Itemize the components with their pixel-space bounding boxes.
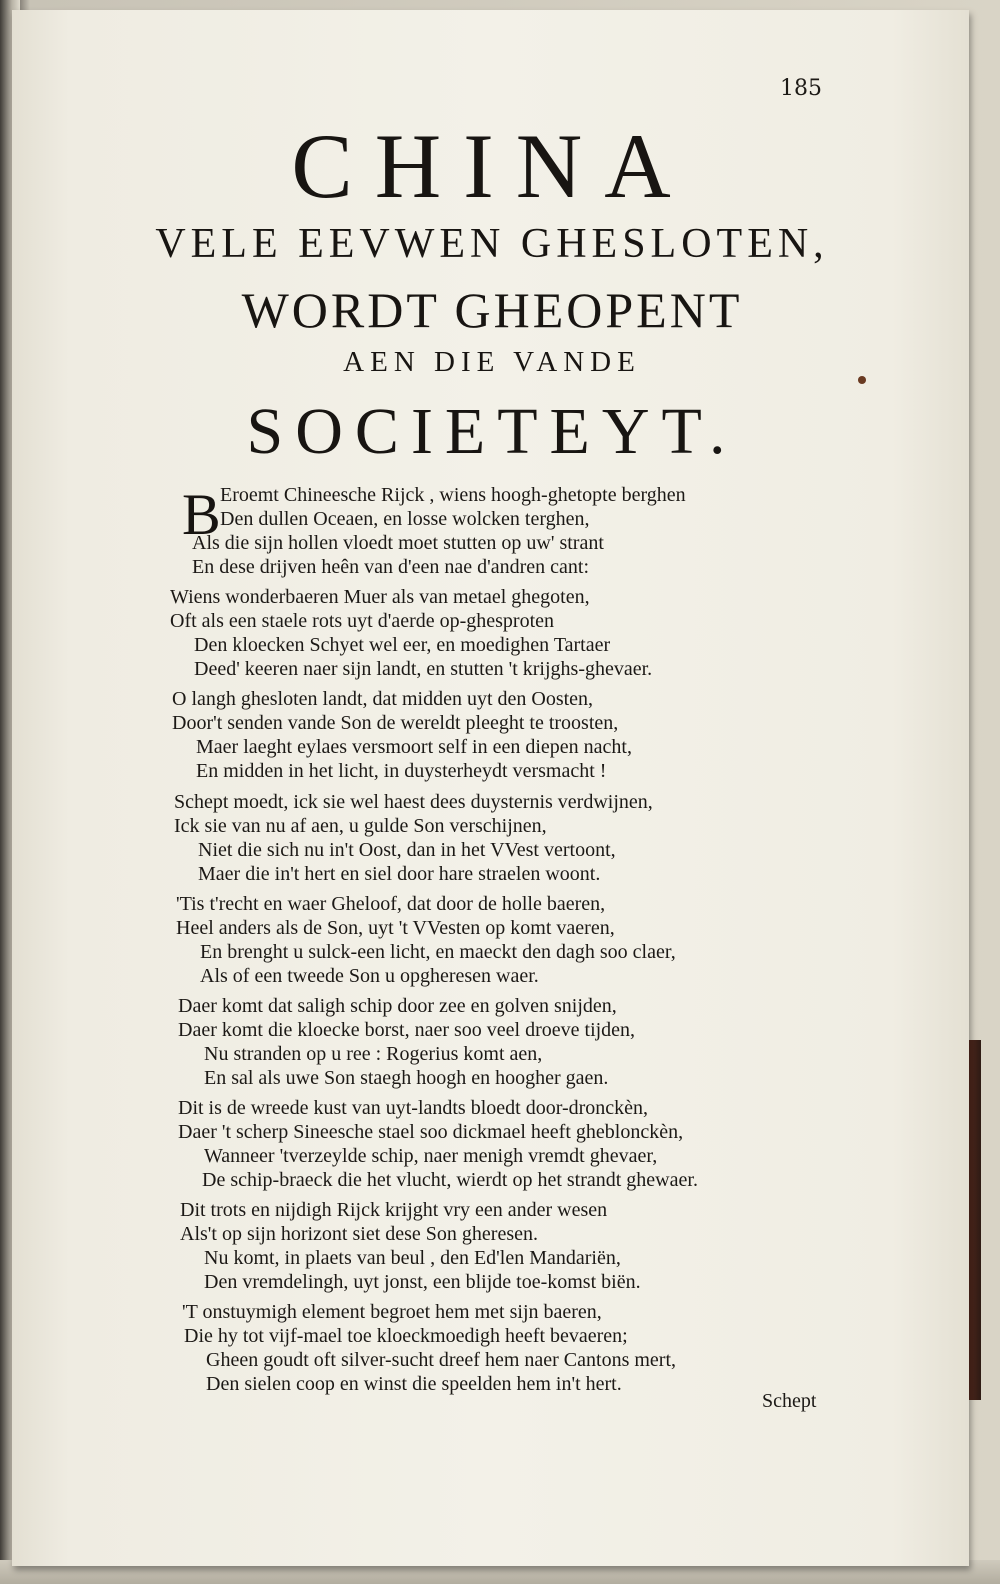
poem-line: 'Tis t'recht en waer Gheloof, dat door de holle baeren, [176,893,606,915]
poem-line: Nu stranden op u ree : Rogerius komt aen, [204,1043,543,1065]
poem-line: Den dullen Oceaen, en losse wolcken terghen, [220,508,590,530]
poem-line: Maer laeght eylaes versmoort self in een diepen nacht, [196,736,632,758]
poem-line: Dit trots en nijdigh Rijck krijght vry een ander wesen [180,1199,608,1221]
poem-line: Ick sie van nu af aen, u gulde Son verschijnen, [174,815,547,837]
drop-capital: B [182,482,221,547]
poem-line: Dit is de wreede kust van uyt-landts bloedt door-dronckèn, [178,1097,649,1119]
title-china: CHINA [291,115,693,217]
poem-line: En midden in het licht, in duysterheydt versmacht ! [196,760,607,782]
poem-line: Den kloecken Schyet wel eer, en moedighen Tartaer [194,634,611,656]
poem-line: Die hy tot vijf-mael toe kloeckmoedigh heeft bevaeren; [184,1325,628,1347]
poem-line: En brenght u sulck-een licht, en maeckt den dagh soo claer, [200,941,676,963]
poem-line: Gheen goudt oft silver-sucht dreef hem naer Cantons mert, [206,1349,677,1371]
poem-line: Daer komt die kloecke borst, naer soo veel droeve tijden, [178,1019,636,1041]
poem-line: Als of een tweede Son u opgheresen waer. [200,965,539,987]
title-societeyt: SOCIETEYT. [246,395,738,468]
poem-line: De schip-braeck die het vlucht, wierdt op het strandt ghewaer. [202,1169,698,1191]
poem-line: Den sielen coop en winst die speelden hem in't hert. [206,1373,622,1395]
poem-line: Schept moedt, ick sie wel haest dees duysternis verdwijnen, [174,791,653,813]
poem-line: Als die sijn hollen vloedt moet stutten op uw' strant [192,532,604,554]
poem-line: Daer komt dat saligh schip door zee en golven snijden, [178,995,617,1017]
poem-line: Daer 't scherp Sineesche stael soo dickmael heeft gheblonckèn, [178,1121,684,1143]
poem-line: O langh ghesloten landt, dat midden uyt den Oosten, [172,688,594,710]
poem-line: Eroemt Chineesche Rijck , wiens hoogh-ghetopte berghen [220,484,686,506]
catchword: Schept [762,1390,817,1412]
poem-line: Niet die sich nu in't Oost, dan in het VVest vertoont, [198,839,616,861]
poem-line: Heel anders als de Son, uyt 't VVesten op komt vaeren, [176,917,615,939]
book-page [12,10,969,1566]
poem-line: En sal als uwe Son staegh hoogh en hoogher gaen. [204,1067,609,1089]
poem-line: Maer die in't hert en siel door hare straelen woont. [198,863,601,885]
poem-line: Door't senden vande Son de wereldt pleeght te troosten, [172,712,619,734]
title-line-2: VELE EEVWEN GHESLOTEN, [155,221,829,267]
book-cover-edge [967,1040,981,1400]
poem-line: Als't op sijn horizont siet dese Son gheresen. [180,1223,538,1245]
poem-body [12,10,969,1566]
poem-line: En dese drijven heên van d'een nae d'andren cant: [192,556,590,578]
title-line-4: AEN DIE VANDE [343,346,641,378]
poem-line: Wanneer 'tverzeylde schip, naer menigh vremdt ghevaer, [204,1145,658,1167]
poem-line: 'T onstuymigh element begroet hem met sijn baeren, [182,1301,602,1323]
title-line-3: WORDT GHEOPENT [241,282,743,338]
poem-line: Oft als een staele rots uyt d'aerde op-ghesproten [170,610,555,632]
poem-line: Wiens wonderbaeren Muer als van metael ghegoten, [170,586,590,608]
poem-line: Nu komt, in plaets van beul , den Ed'len Mandariën, [204,1247,621,1269]
poem-line: Deed' keeren naer sijn landt, en stutten 't krijghs-ghevaer. [194,658,653,680]
page-number: 185 [780,76,822,101]
poem-line: Den vremdelingh, uyt jonst, een blijde toe-komst biën. [204,1271,641,1293]
